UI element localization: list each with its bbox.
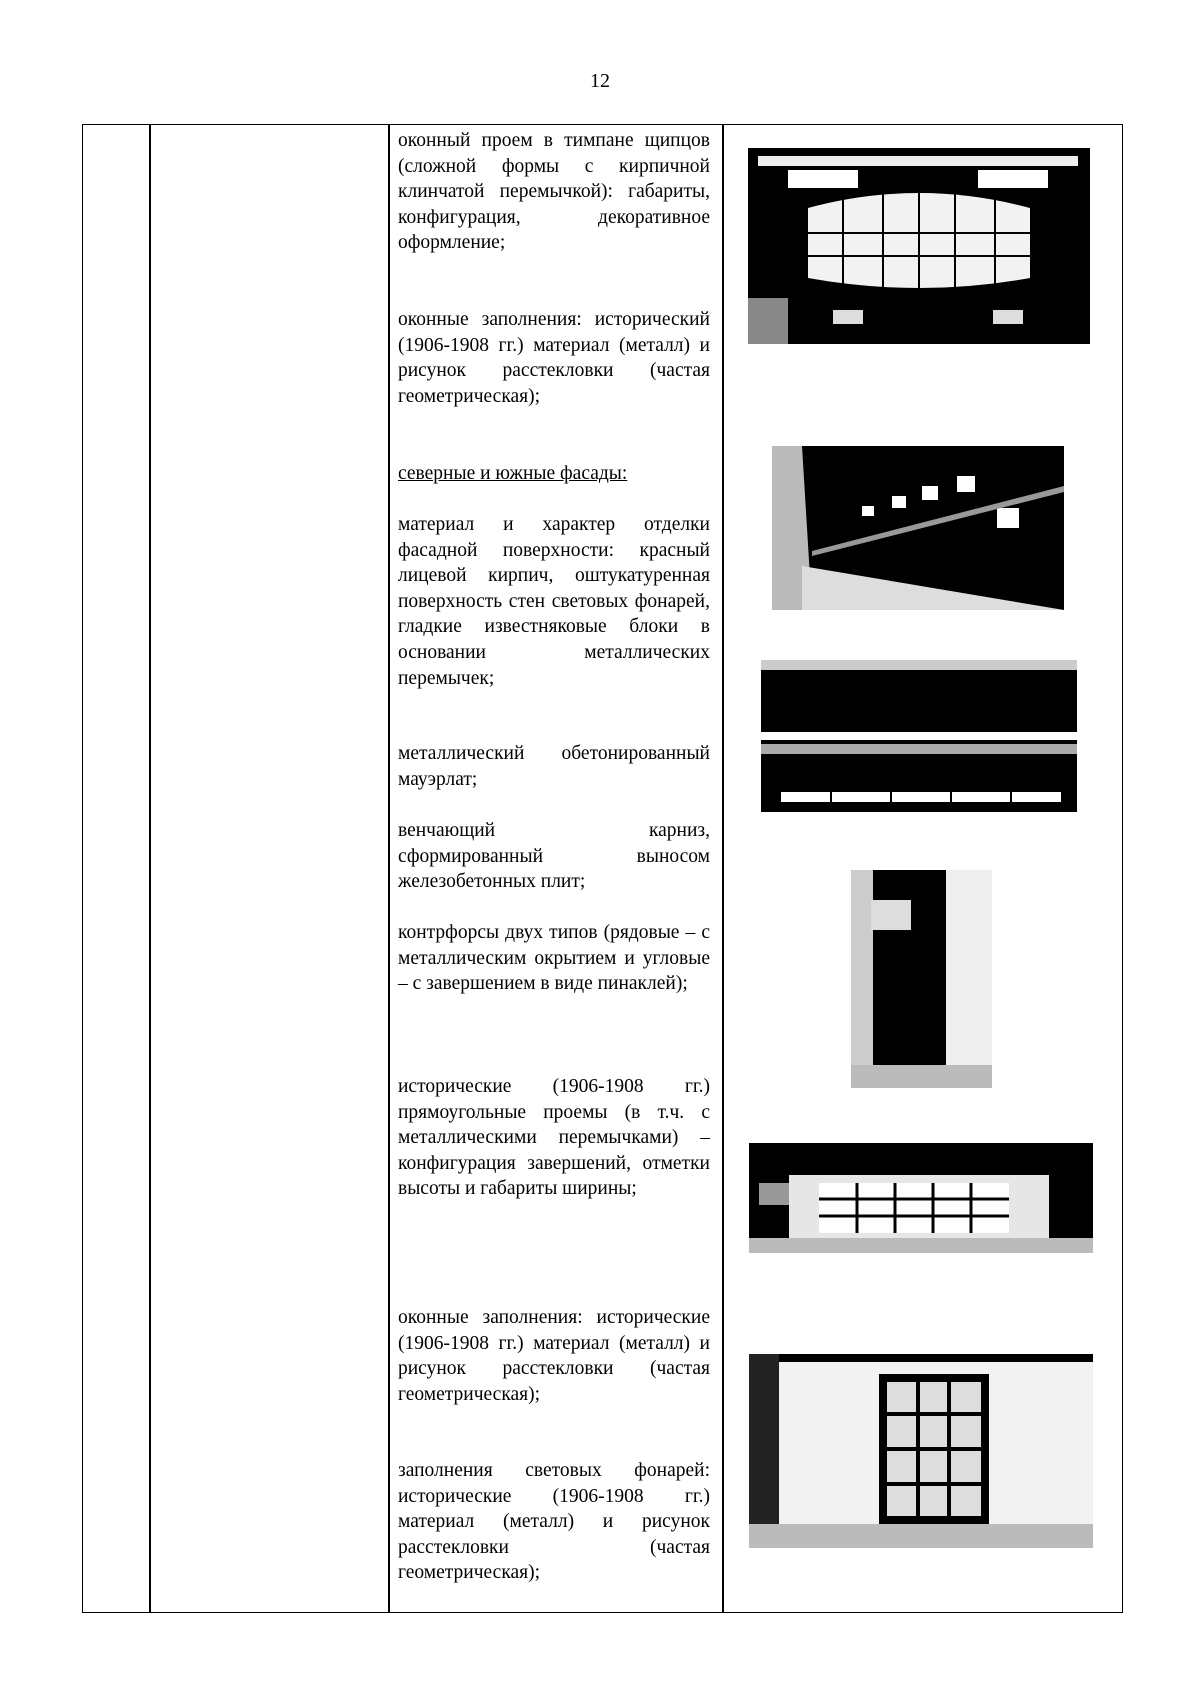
column-divider-1 [149, 125, 151, 1612]
text-block-window-fill: оконные заполнения: исторический (1906-1908 гг.) материал (металл) и рисунок расстекловки (частая геометрическая); [398, 309, 710, 407]
photo-window-fill [749, 1354, 1093, 1548]
text-block-buttresses: контрфорсы двух типов (рядовые – с металлическим окрытием и угловые – с завершением в виде пинаклей); [398, 922, 710, 995]
text-block-cornice: венчающий карниз, сформированный выносом железобетонных плит; [398, 820, 710, 893]
text-block-gable-window: оконный проем в тимпане щипцов (сложной формы с кирпичной клинчатой перемычкой): габариты, конфигурация, декоративное оформление; [398, 130, 710, 254]
page-number: 12 [590, 70, 610, 92]
section-heading-north-south: северные и южные фасады: [398, 463, 628, 484]
text-block-window-fill-2: оконные заполнения: исторические (1906-1908 гг.) материал (металл) и рисунок расстекловки (частая геометрическая); [398, 1307, 710, 1405]
text-block-mauerlat: металлический обетонированный мауэрлат; [398, 743, 710, 790]
column-divider-3 [722, 125, 724, 1612]
column-divider-2 [388, 125, 390, 1612]
photo-gable-window [748, 148, 1090, 344]
photo-rectangular-window [749, 1143, 1093, 1253]
text-block-skylight-fill: заполнения световых фонарей: исторические (1906-1908 гг.) материал (металл) и рисунок расстекловки (частая геометрическая); [398, 1460, 710, 1584]
photo-north-facade [772, 446, 1064, 610]
text-block-openings: исторические (1906-1908 гг.) прямоугольные проемы (в т.ч. с металлическими перемычками) – конфигурация завершений, отметки высоты и габариты ширины; [398, 1076, 710, 1200]
photo-buttress [851, 840, 992, 1088]
text-block-facade-finish: материал и характер отделки фасадной поверхности: красный лицевой кирпич, оштукатуренная поверхность стен световых фонарей, гладкие известняковые блоки в основании металлических перемычек; [398, 514, 710, 689]
photo-cornice-mauerlat [761, 660, 1077, 812]
